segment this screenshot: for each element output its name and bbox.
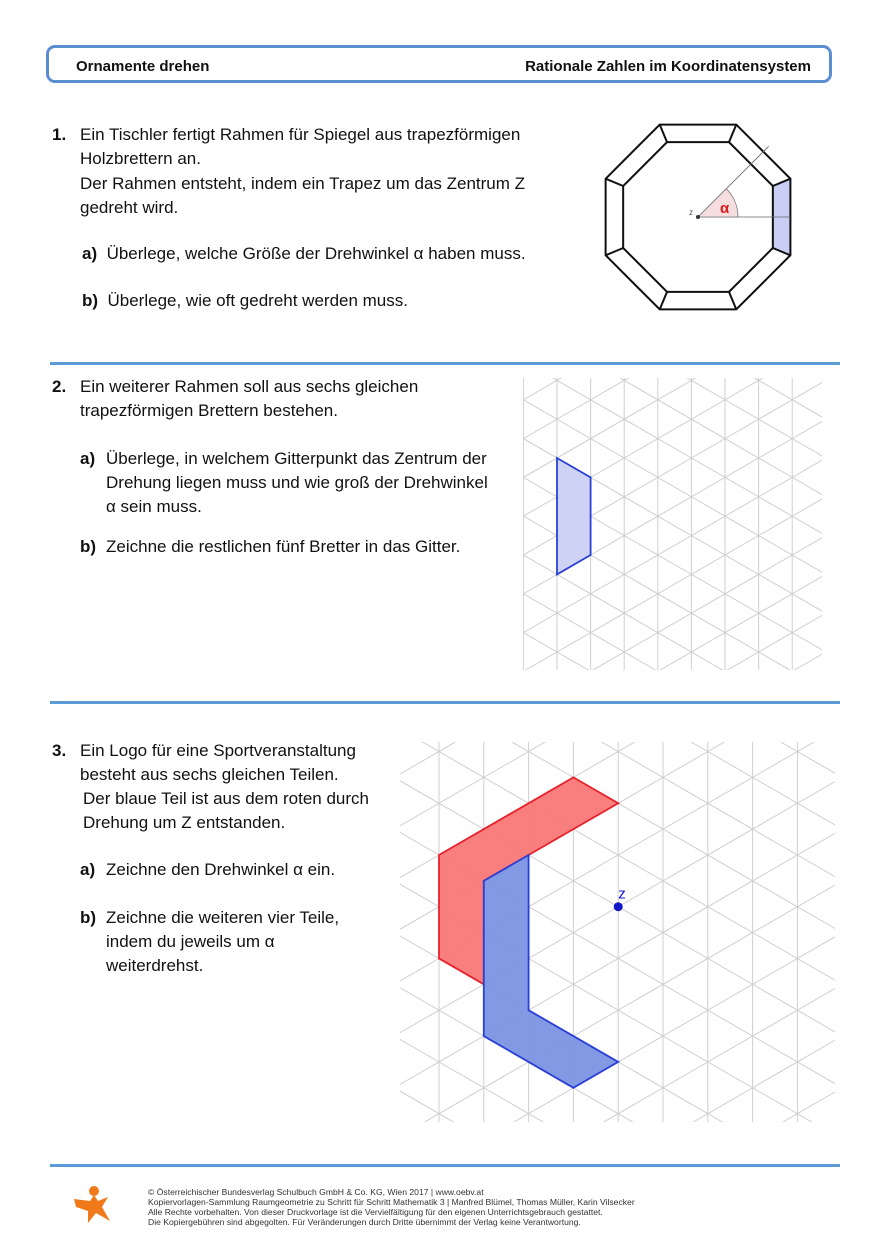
footer-line-1: © Österreichischer Bundesverlag Schulbuch GmbH & Co. KG, Wien 2017 | www.oebv.at [148, 1187, 484, 1197]
task2-a-line-2: Drehung liegen muss und wie groß der Drehwinkel [106, 473, 488, 492]
task3-a-text: Zeichne den Drehwinkel α ein. [106, 860, 336, 879]
center-label: z [689, 208, 693, 217]
task3-a-label: a) [80, 860, 96, 879]
task1-number: 1. [52, 125, 67, 144]
header-title-right: Rationale Zahlen im Koordinatensystem [525, 58, 811, 75]
footer-line-2: Kopiervorlagen-Sammlung Raumgeometrie zu Schritt für Schritt Mathematik 3 | Manfred Blümel, Thomas Müller, Karin Vilsecker [148, 1197, 635, 1207]
task1-line-3: Der Rahmen entsteht, indem ein Trapez um das Zentrum Z [80, 174, 526, 193]
task3-b-line-2: indem du jeweils um α [106, 932, 275, 951]
task3-line-3: Der blaue Teil ist aus dem roten durch [83, 789, 370, 808]
task2-line-2: trapezförmigen Brettern bestehen. [80, 401, 338, 420]
section-divider-footer [50, 1164, 840, 1167]
task1-a-label: a) [82, 244, 98, 263]
task1-b-text: Überlege, wie oft gedreht werden muss. [107, 291, 408, 310]
footer-copyright [148, 1187, 635, 1227]
task2-b-label: b) [80, 537, 97, 556]
task3-b-line-3: weiterdrehst. [106, 956, 204, 975]
task3-line-4: Drehung um Z entstanden. [83, 813, 286, 832]
task1-line-4: gedreht wird. [80, 198, 179, 217]
rotation-center-point [614, 902, 623, 911]
task2-b-text: Zeichne die restlichen fünf Bretter in das Gitter. [106, 537, 461, 556]
task3-b-label: b) [80, 908, 97, 927]
task1-line-1: Ein Tischler fertigt Rahmen für Spiegel aus trapezförmigen [80, 125, 521, 144]
task2-a-line-1: Überlege, in welchem Gitterpunkt das Zentrum der [106, 449, 487, 468]
footer-line-3: Alle Rechte vorbehalten. Von dieser Druckvorlage ist die Vervielfältigung für den eigenen Unterrichtsgebrauch gestattet. [148, 1207, 603, 1217]
task1-a-text: Überlege, welche Größe der Drehwinkel α haben muss. [106, 244, 526, 263]
task2-a-label: a) [80, 449, 96, 468]
task3-number: 3. [52, 741, 67, 760]
header-title-left: Ornamente drehen [76, 58, 210, 75]
task3-line-2: besteht aus sechs gleichen Teilen. [80, 765, 339, 784]
task2-line-1: Ein weiterer Rahmen soll aus sechs gleichen [80, 377, 419, 396]
task2-number: 2. [52, 377, 67, 396]
publisher-logo-icon [72, 1185, 112, 1225]
task3-b-line-1: Zeichne die weiteren vier Teile, [106, 908, 340, 927]
task1-line-2: Holzbrettern an. [80, 149, 201, 168]
task1-b-label: b) [82, 291, 99, 310]
angle-label: α [720, 200, 730, 217]
task3-line-1: Ein Logo für eine Sportveranstaltung [80, 741, 356, 760]
footer-line-4: Die Kopiergebühren sind abgegolten. Für Veränderungen durch Dritte übernimmt der Verlag keine Verantwortung. [148, 1217, 581, 1227]
task2-a-line-3: α sein muss. [106, 497, 202, 516]
rotation-center-label: z [618, 885, 626, 903]
